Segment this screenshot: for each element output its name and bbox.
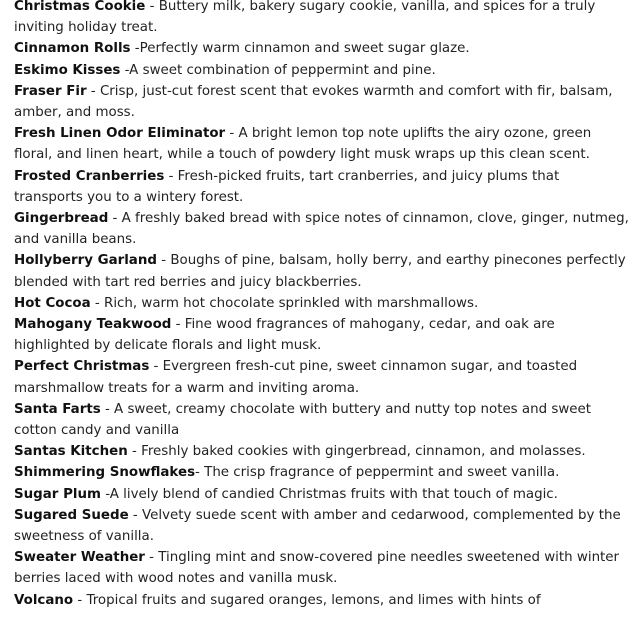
list-item <box>14 590 632 611</box>
scent-name: Perfect Christmas <box>14 359 150 375</box>
scent-description: - A sweet, creamy chocolate with buttery and nutty top notes and sweet cotton candy and vanilla <box>14 401 592 439</box>
scent-name: Hot Cocoa <box>14 295 91 311</box>
list-item <box>14 505 632 547</box>
scent-description: - Freshly baked cookies with gingerbread, cinnamon, and molasses. <box>127 444 586 460</box>
list-item <box>14 314 632 356</box>
list-item <box>14 0 632 38</box>
list-item <box>14 356 632 398</box>
list-item <box>14 547 632 589</box>
scent-description: - Boughs of pine, balsam, holly berry, and earthy pinecones perfectly blended with tart red berries and juicy blackberries. <box>14 253 626 290</box>
scent-name: Santa Farts <box>14 401 101 417</box>
scent-name: Christmas Cookie <box>14 0 146 14</box>
scent-name: Gingerbread <box>14 211 109 227</box>
scent-description: - Crisp, just-cut forest scent that evokes warmth and comfort with fir, balsam, amber, and moss. <box>14 83 613 121</box>
scent-name: Sweater Weather <box>14 550 145 566</box>
scent-name: Shimmering Snowflakes <box>14 465 196 481</box>
scent-description: - Fresh-picked fruits, tart cranberries, and juicy plums that transports you to a wintery forest. <box>14 168 560 205</box>
scent-description: - A bright lemon top note uplifts the airy ozone, green floral, and linen heart, while a touch of powdery light musk wraps up this clean scent. <box>14 126 592 163</box>
scent-name: Cinnamon Rolls <box>14 41 131 57</box>
list-item <box>14 293 632 314</box>
list-item <box>14 441 632 462</box>
scent-name: Volcano <box>14 592 74 608</box>
list-item <box>14 462 632 483</box>
scent-description: - Velvety suede scent with amber and cedarwood, complemented by the sweetness of vanilla. <box>14 507 621 545</box>
scent-name: Mahogany Teakwood <box>14 317 172 333</box>
list-item <box>14 38 632 59</box>
scent-name: Fraser Fir <box>14 83 87 99</box>
scent-name: Sugar Plum <box>14 486 101 502</box>
scent-name: Sugared Suede <box>14 507 129 523</box>
scent-name: Fresh Linen Odor Eliminator <box>14 126 226 142</box>
scent-description: - Tingling mint and snow-covered pine needles sweetened with winter berries laced with wood notes and vanilla musk. <box>14 550 620 587</box>
list-item <box>14 166 632 208</box>
scent-list <box>14 0 632 611</box>
list-item <box>14 399 632 441</box>
scent-description: - Buttery milk, bakery sugary cookie, vanilla, and spices for a truly inviting holiday treat. <box>14 0 596 36</box>
scent-description: - Fine wood fragrances of mahogany, cedar, and oak are highlighted by delicate florals and light musk. <box>14 317 555 354</box>
list-item <box>14 250 632 292</box>
scent-name: Hollyberry Garland <box>14 253 157 269</box>
list-item <box>14 123 632 165</box>
scent-description: - Rich, warm hot chocolate sprinkled with marshmallows. <box>90 295 479 311</box>
list-item <box>14 484 632 505</box>
scent-description: - A freshly baked bread with spice notes of cinnamon, clove, ginger, nutmeg, and vanilla beans. <box>14 211 629 248</box>
scent-description: - The crisp fragrance of peppermint and sweet vanilla. <box>195 465 560 481</box>
scent-name: Eskimo Kisses <box>14 62 121 78</box>
scent-name: Frosted Cranberries <box>14 168 165 184</box>
list-item <box>14 208 632 250</box>
scent-description: -Perfectly warm cinnamon and sweet sugar glaze. <box>130 41 470 57</box>
list-item <box>14 60 632 81</box>
scent-description: -A lively blend of candied Christmas fruits with that touch of magic. <box>100 486 558 502</box>
list-item <box>14 81 632 123</box>
scent-description: - Evergreen fresh-cut pine, sweet cinnamon sugar, and toasted marshmallow treats for a warm and inviting aroma. <box>14 359 578 396</box>
scent-description: - Tropical fruits and sugared oranges, lemons, and limes with hints of <box>73 592 541 608</box>
scent-description: -A sweet combination of peppermint and pine. <box>120 62 436 78</box>
scent-name: Santas Kitchen <box>14 444 128 460</box>
